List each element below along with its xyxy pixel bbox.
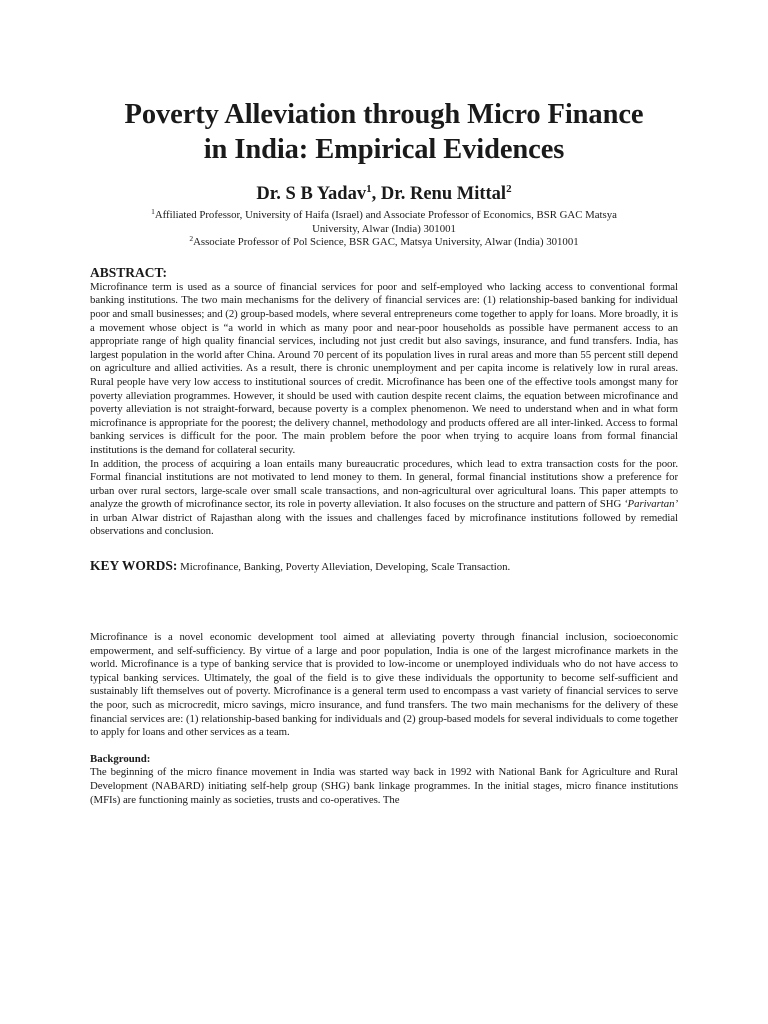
abstract-paragraph-2-text-a: In addition, the process of acquiring a loan entails many bureaucratic procedures, which lead to extra transaction costs for the poor. Formal financial institutions are not motivated to lend money to them. In general, formal financial institutions show a preference for urban over rural sectors, large-scale over small scale transactions, and non-agricultural over agricultural loans. This paper attempts to analyze the growth of microfinance sector, its role in poverty alleviation. It also focuses on the structure and pattern of SHG [90, 457, 678, 511]
title-line-2: in India: Empirical Evidences [203, 134, 565, 165]
keywords-line [90, 558, 678, 575]
author-1-superscript: 1 [366, 183, 372, 195]
title-line-1: Poverty Alleviation through Micro Finance [124, 99, 644, 130]
affiliation-2-superscript: 2 [189, 234, 194, 244]
author-2-name: Dr. Renu Mittal [380, 184, 507, 204]
abstract-paragraph-2-text-b: in urban Alwar district of Rajasthan along with the issues and challenges faced by microfinance institutions followed by remedial observations and conclusion. [90, 511, 678, 538]
abstract-paragraph-2 [90, 458, 678, 540]
author-line [90, 183, 678, 205]
paper-title [90, 0, 678, 167]
abstract-paragraph-1: Microfinance term is used as a source of financial services for poor and self-employed who lacking access to conventional formal banking institutions. The two main mechanisms for the delivery of financial services are: (1) relationship-based banking for individual poor and small businesses; and (2) group-based models, where several entrepreneurs come together to apply for loans. More broadly, it is a movement whose object is “a world in which as many poor and near-poor households as possible have permanent access to an appropriate range of high quality financial services, including not just credit but also savings, insurance, and fund transfers. India, has largest population in the world after China. Around 70 percent of its population lives in rural areas and more than 55 percent still depend on agriculture and allied activities. As a result, there is chronic unemployment and per capita income is relatively low in rural areas. Rural people have very low access to institutional sources of credit. Microfinance has been one of the effective tools amongst many for poverty alleviation programmes. However, it should be used with caution despite recent claims, the equation between microfinance and poverty alleviation is not straight-forward, because poverty is a complex phenomenon. We need to understand when and in what form microfinance is appropriate for the poorest; the delivery channel, methodology and products offered are all inter-linked. Access to formal banking services is difficult for the poor. The main problem before the poor when trying to acquire loans from formal financial institutions is the demand for collateral security. [90, 280, 678, 456]
affiliation-1-superscript: 1 [151, 207, 155, 216]
affiliation-2 [90, 236, 678, 250]
background-heading: Background: [90, 752, 151, 765]
introduction-paragraph: Microfinance is a novel economic development tool aimed at alleviating poverty through financial inclusion, socioeconomic empowerment, and self-sufficiency. By virtue of a large and poor population, India is one of the largest microfinance markets in the world. Microfinance is a type of banking service that is provided to low-income or unemployed individuals who do not have access to typical banking services. Ultimately, the goal of the field is to give these individuals the opportunity to become self-sufficient and sustainably lift themselves out of poverty. Microfinance is a general term used to encompass a vast variety of financial services to serve the poor, such as microcredit, micro savings, micro insurance, and fund transfers. The two main mechanisms for the delivery of these financial services are: (1) relationship-based banking for individuals and (2) group-based models for several individuals to come together to apply for loans and other services as a team. [90, 631, 678, 739]
author-separator: , [371, 184, 381, 204]
affiliations [90, 209, 678, 250]
shg-name-italic: ‘Parivartan’ [624, 498, 678, 511]
abstract-heading: ABSTRACT: [90, 264, 168, 280]
author-2-superscript: 2 [506, 183, 512, 195]
keywords-text: Microfinance, Banking, Poverty Alleviation, Developing, Scale Transaction. [177, 561, 511, 574]
background-paragraph: The beginning of the micro finance movement in India was started way back in 1992 with National Bank for Agriculture and Rural Development (NABARD) initiating self-help group (SHG) bank linkage programmes. In the initial stages, micro finance institutions (MFIs) are functioning mainly as societies, trusts and co-operatives. The [90, 766, 678, 806]
author-1-name: Dr. S B Yadav [256, 184, 367, 204]
affiliation-2-line-1: Associate Professor of Pol Science, BSR GAC, Matsya University, Alwar (India) 301001 [193, 236, 579, 249]
affiliation-1-line-2: University, Alwar (India) 301001 [312, 222, 456, 235]
affiliation-1 [90, 209, 678, 236]
affiliation-1-line-1: Affiliated Professor, University of Haifa (Israel) and Associate Professor of Economics, BSR GAC Matsya [154, 209, 617, 221]
keywords-label: KEY WORDS: [90, 558, 178, 574]
